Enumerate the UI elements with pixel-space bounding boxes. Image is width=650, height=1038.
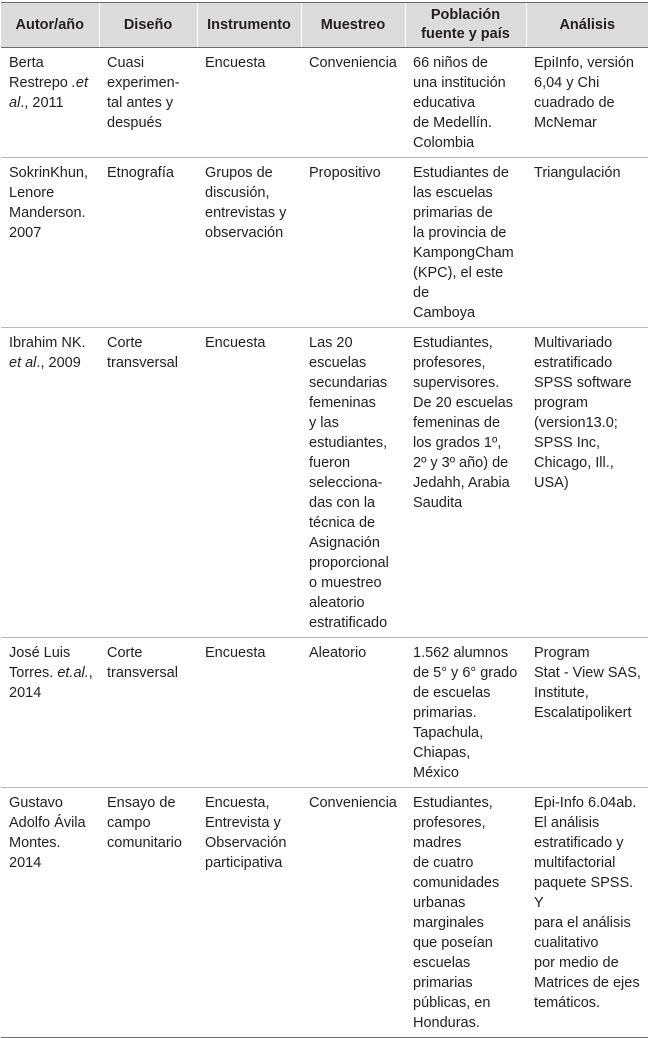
- literature-review-table: [1, 2, 648, 1038]
- table-row: [1, 638, 648, 788]
- header-row: [1, 3, 648, 48]
- header-diseno: Diseño: [99, 3, 197, 48]
- autor-italic: et al: [9, 355, 37, 371]
- cell-instrumento: Encuesta: [197, 328, 301, 638]
- header-instrumento: Instrumento: [197, 3, 301, 48]
- cell-autor: [1, 788, 99, 1038]
- cell-poblacion: Estudiantes de las escuelas primarias de la provincia de KampongCham (KPC), el este de Camboya: [405, 158, 526, 328]
- table-row: [1, 328, 648, 638]
- cell-diseno: Cuasi experimen- tal antes y después: [99, 48, 197, 158]
- autor-tail: ., 2009: [36, 355, 81, 371]
- cell-analisis: Multivariado estratificado SPSS software program (version13.0; SPSS Inc, Chicago, Ill., USA): [526, 328, 648, 638]
- cell-diseno: Corte transversal: [99, 638, 197, 788]
- cell-analisis: Program Stat - View SAS, Institute, Escalatipolikert: [526, 638, 648, 788]
- header-autor: Autor/año: [1, 3, 99, 48]
- autor-text: SokrinKhun, Lenore Manderson. 2007: [9, 165, 88, 241]
- cell-poblacion: Estudiantes, profesores, madres de cuatro comunidades urbanas marginales que poseían escuelas primarias públicas, en Honduras.: [405, 788, 526, 1038]
- cell-muestreo: Propositivo: [301, 158, 405, 328]
- cell-instrumento: Grupos de discusión, entrevistas y observación: [197, 158, 301, 328]
- table-row: [1, 48, 648, 158]
- cell-muestreo: Las 20 escuelas secundarias femeninas y las estudiantes, fueron selecciona- das con la técnica de Asignación proporcional o muestreo aleatorio estratificado: [301, 328, 405, 638]
- header-analisis: Análisis: [526, 3, 648, 48]
- cell-poblacion: Estudiantes, profesores, supervisores. De 20 escuelas femeninas de los grados 1º, 2º y 3º año) de Jedahh, Arabia Saudita: [405, 328, 526, 638]
- cell-diseno: Etnografía: [99, 158, 197, 328]
- autor-italic: et.al.: [57, 665, 89, 681]
- cell-muestreo: Conveniencia: [301, 48, 405, 158]
- cell-autor: [1, 158, 99, 328]
- cell-instrumento: Encuesta: [197, 48, 301, 158]
- cell-diseno: Ensayo de campo comunitario: [99, 788, 197, 1038]
- cell-poblacion: 1.562 alumnos de 5° y 6° grado de escuelas primarias. Tapachula, Chiapas, México: [405, 638, 526, 788]
- table-row: [1, 158, 648, 328]
- cell-autor: [1, 48, 99, 158]
- autor-text: Ibrahim NK.: [9, 335, 86, 351]
- cell-diseno: Corte transversal: [99, 328, 197, 638]
- header-poblacion: Población fuente y país: [405, 3, 526, 48]
- autor-tail: ., 2011: [20, 95, 64, 111]
- cell-poblacion: 66 niños de una institución educativa de Medellín. Colombia: [405, 48, 526, 158]
- table-row: [1, 788, 648, 1038]
- cell-muestreo: Conveniencia: [301, 788, 405, 1038]
- autor-italic: .et al: [9, 75, 88, 111]
- autor-tail: , 2014: [9, 665, 93, 701]
- cell-instrumento: Encuesta: [197, 638, 301, 788]
- cell-instrumento: Encuesta, Entrevista y Observación participativa: [197, 788, 301, 1038]
- cell-autor: [1, 328, 99, 638]
- cell-analisis: Triangulación: [526, 158, 648, 328]
- autor-text: Berta Restrepo: [9, 55, 68, 91]
- cell-muestreo: Aleatorio: [301, 638, 405, 788]
- autor-text: Gustavo Adolfo Ávila Montes. 2014: [9, 795, 86, 871]
- header-muestreo: Muestreo: [301, 3, 405, 48]
- cell-analisis: Epi-Info 6.04ab. El análisis estratificado y multifactorial paquete SPSS. Y para el análisis cualitativo por medio de Matrices de ejes temáticos.: [526, 788, 648, 1038]
- cell-autor: [1, 638, 99, 788]
- cell-analisis: EpiInfo, versión 6,04 y Chi cuadrado de McNemar: [526, 48, 648, 158]
- autor-text: José Luis Torres.: [9, 645, 71, 681]
